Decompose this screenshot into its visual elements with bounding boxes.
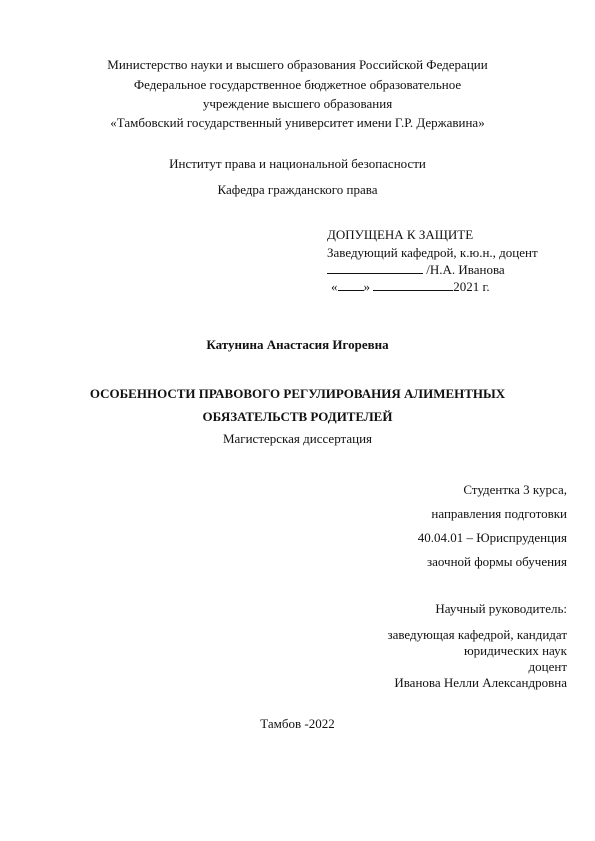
approval-date-year: 2021 г. bbox=[453, 279, 490, 294]
approval-signature-line bbox=[327, 261, 505, 278]
institution-line-1: Федеральное государственное бюджетное образовательное bbox=[133, 77, 462, 92]
student-line-4: заочной формы обучения bbox=[426, 554, 567, 569]
institution-line-2: учреждение высшего образования bbox=[202, 96, 393, 111]
thesis-type: Магистерская диссертация bbox=[222, 431, 373, 446]
date-quote-close: » bbox=[363, 279, 370, 294]
city-year: Тамбов -2022 bbox=[260, 716, 335, 731]
department-name: Кафедра гражданского права bbox=[217, 182, 378, 197]
month-blank bbox=[373, 278, 453, 291]
approval-signature-name: /Н.А. Иванова bbox=[426, 262, 505, 277]
approval-title: ДОПУЩЕНА К ЗАЩИТЕ bbox=[327, 227, 474, 242]
approval-position: Заведующий кафедрой, к.ю.н., доцент bbox=[327, 245, 538, 260]
signature-blank bbox=[327, 261, 423, 274]
supervisor-name: Иванова Нелли Александровна bbox=[394, 675, 567, 690]
supervisor-line-2: юридических наук bbox=[463, 643, 567, 658]
thesis-title-line-1: ОСОБЕННОСТИ ПРАВОВОГО РЕГУЛИРОВАНИЯ АЛИМЕНТНЫХ bbox=[89, 386, 506, 401]
supervisor-label: Научный руководитель: bbox=[435, 601, 567, 616]
thesis-title-line-2: ОБЯЗАТЕЛЬСТВ РОДИТЕЛЕЙ bbox=[202, 409, 393, 424]
day-blank bbox=[338, 278, 364, 291]
institute-name: Институт права и национальной безопасности bbox=[169, 156, 426, 171]
student-line-1: Студентка 3 курса, bbox=[463, 482, 567, 497]
university-name: «Тамбовский государственный университет имени Г.Р. Державина» bbox=[110, 115, 485, 130]
approval-date-line bbox=[331, 278, 490, 295]
ministry-line: Министерство науки и высшего образования Российской Федерации bbox=[107, 57, 488, 72]
student-line-2: направления подготовки bbox=[431, 506, 567, 521]
supervisor-line-3: доцент bbox=[528, 659, 567, 674]
supervisor-line-1: заведующая кафедрой, кандидат bbox=[387, 627, 567, 642]
author-name: Катунина Анастасия Игоревна bbox=[206, 337, 389, 352]
date-quote-open: « bbox=[331, 279, 338, 294]
student-line-3: 40.04.01 – Юриспруденция bbox=[417, 530, 567, 545]
